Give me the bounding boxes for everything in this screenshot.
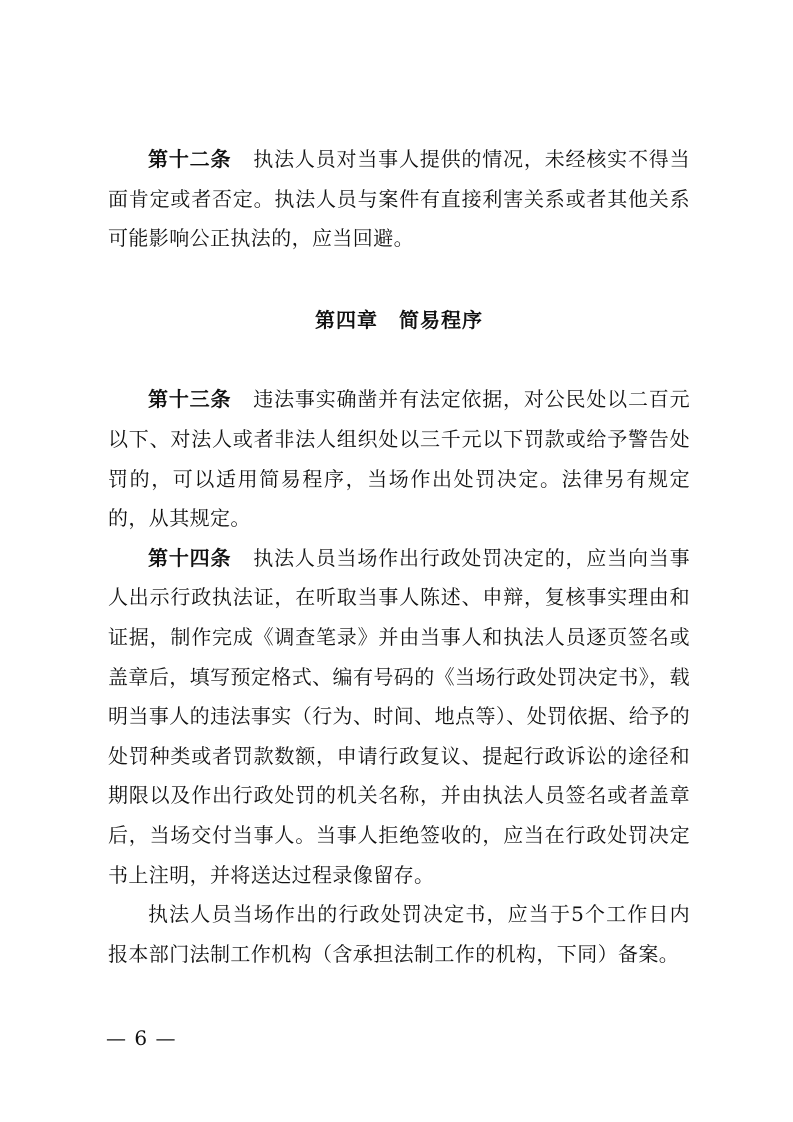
chapter-title: 简易程序 (399, 307, 483, 332)
chapter-number: 第四章 (315, 307, 378, 332)
article-14-paragraph-2 (108, 895, 690, 974)
article-label: 第十四条 (148, 545, 232, 570)
article-label: 第十三条 (148, 387, 232, 412)
article-12 (108, 140, 690, 259)
article-text: 执法人员对当事人提供的情况，未经核实不得当面肯定或者否定。执法人员与案件有直接利害关系或者其他关系可能影响公正执法的，应当回避。 (108, 147, 690, 251)
article-text: 执法人员当场作出行政处罚决定的，应当向当事人出示行政执法证，在听取当事人陈述、申辩，复核事实理由和证据，制作完成《调查笔录》并由当事人和执法人员逐页签名或盖章后，填写预定格式、编有号码的《当场行政处罚决定书》，载明当事人的违法事实（行为、时间、地点等）、处罚依据、给予的处罚种类或者罚款数额，申请行政复议、提起行政诉讼的途径和期限以及作出行政处罚的机关名称，并由执法人员签名或者盖章后，当场交付当事人。当事人拒绝签收的，应当在行政处罚决定书上注明，并将送达过程录像留存。 (108, 545, 690, 887)
document-body (108, 140, 690, 974)
spacer (108, 259, 690, 301)
article-text: 违法事实确凿并有法定依据，对公民处以二百元以下、对法人或者非法人组织处以三千元以下罚款或给予警告处罚的，可以适用简易程序，当场作出处罚决定。法律另有规定的，从其规定。 (108, 387, 690, 531)
article-13 (108, 380, 690, 538)
article-text: 执法人员当场作出的行政处罚决定书，应当于5个工作日内报本部门法制工作机构（含承担法制工作的机构，下同）备案。 (108, 902, 690, 966)
article-14 (108, 539, 690, 895)
page-number: — 6 — (106, 1026, 177, 1050)
spacer (108, 340, 690, 380)
article-label: 第十二条 (148, 147, 232, 171)
chapter-heading (108, 301, 690, 341)
